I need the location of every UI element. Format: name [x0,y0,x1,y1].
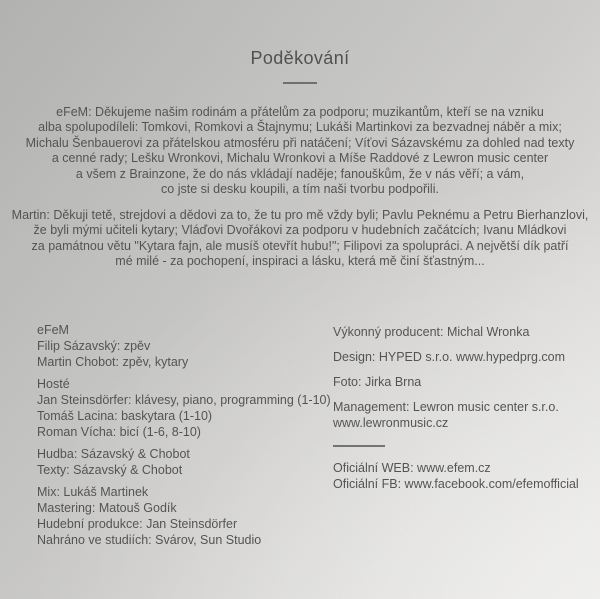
credit-line: Mix: Lukáš Martinek [37,485,149,499]
martin-acknowledgement-paragraph [0,208,600,270]
title-divider [283,82,317,84]
credit-line: Filip Sázavský: zpěv [37,339,151,353]
acknowledgement-line: Michalu Šenbauerovi za přátelskou atmosféru při natáčení; Víťovi Sázavskému za dohled nad texty [25,135,575,150]
acknowledgement-line: alba spolupodíleli: Tomkovi, Romkovi a Štajnymu; Lukáši Martinkovi za bezvadnej náběr a mix; [38,120,562,134]
page-title: Poděkování [250,48,350,68]
music-credits-group [37,446,329,478]
photo-credit: Foto: Jirka Brna [333,375,422,389]
acknowledgement-line: co jste si desku koupili, a tím naši tvorbu podpořili. [161,182,439,196]
band-heading: eFeM [37,323,69,337]
acknowledgement-line: a všem z Brainzone, že do nás vkládají naděje; fanouškům, že v nás věří; a vám, [75,166,525,181]
official-fb: Oficiální FB: www.facebook.com/efemofficial [333,476,579,491]
management-website: www.lewronmusic.cz [333,416,449,430]
official-links-block [333,460,583,492]
credit-line: Jan Steinsdörfer: klávesy, piano, programming (1-10) [37,393,331,407]
credits-left-column [37,322,329,554]
official-web: Oficiální WEB: www.efem.cz [333,460,491,475]
acknowledgement-line: mé milé - za pochopení, inspiraci a lásku, která mě činí šťastným... [115,254,485,268]
management-credit-block [333,399,583,431]
management-credit: Management: Lewron music center s.r.o. [333,400,559,414]
right-column-divider [333,445,385,447]
guests-credits-group [37,376,329,440]
credit-line: Martin Chobot: zpěv, kytary [37,355,189,369]
acknowledgement-line: za památnou větu "Kytara fajn, ale musíš otevřít hubu!"; Filipovi za spolupráci. A největší dík patří [31,238,569,253]
acknowledgement-line: a cenné rady; Lešku Wronkovi, Michalu Wronkovi a Míše Raddové z Lewron music center [51,151,549,165]
guests-heading: Hosté [37,377,70,391]
band-credits-group [37,322,329,370]
credit-line: Roman Vícha: bicí (1-6, 8-10) [37,425,201,439]
acknowledgement-line: Martin: Děkuji tetě, strejdovi a dědovi za to, že tu pro mě vždy byli; Pavlu Peknému a Petru Bierhanzlovi, [11,207,589,222]
credits-right-column [333,324,583,492]
efem-acknowledgement-paragraph [0,105,600,198]
credit-line: Texty: Sázavský & Chobot [37,463,183,477]
acknowledgement-line: eFeM: Děkujeme našim rodinám a přátelům za podporu; muzikantům, kteří se na vzniku [56,104,544,119]
design-credit: Design: HYPED s.r.o. www.hypedprg.com [333,350,566,364]
executive-producer-credit: Výkonný producent: Michal Wronka [333,325,530,339]
credit-line: Nahráno ve studiích: Svárov, Sun Studio [37,533,262,547]
credit-line: Tomáš Lacina: baskytara (1-10) [37,409,213,423]
acknowledgement-line: že byli mými učiteli kytary; Vláďovi Dvořákovi za podporu v hudebních začátcích; Ivanu Mládkovi [33,223,567,237]
credit-line: Hudební produkce: Jan Steinsdörfer [37,517,238,531]
production-credits-group [37,484,329,548]
credit-line: Mastering: Matouš Godík [37,501,177,515]
credit-line: Hudba: Sázavský & Chobot [37,447,190,461]
acknowledgements-section [0,0,600,270]
